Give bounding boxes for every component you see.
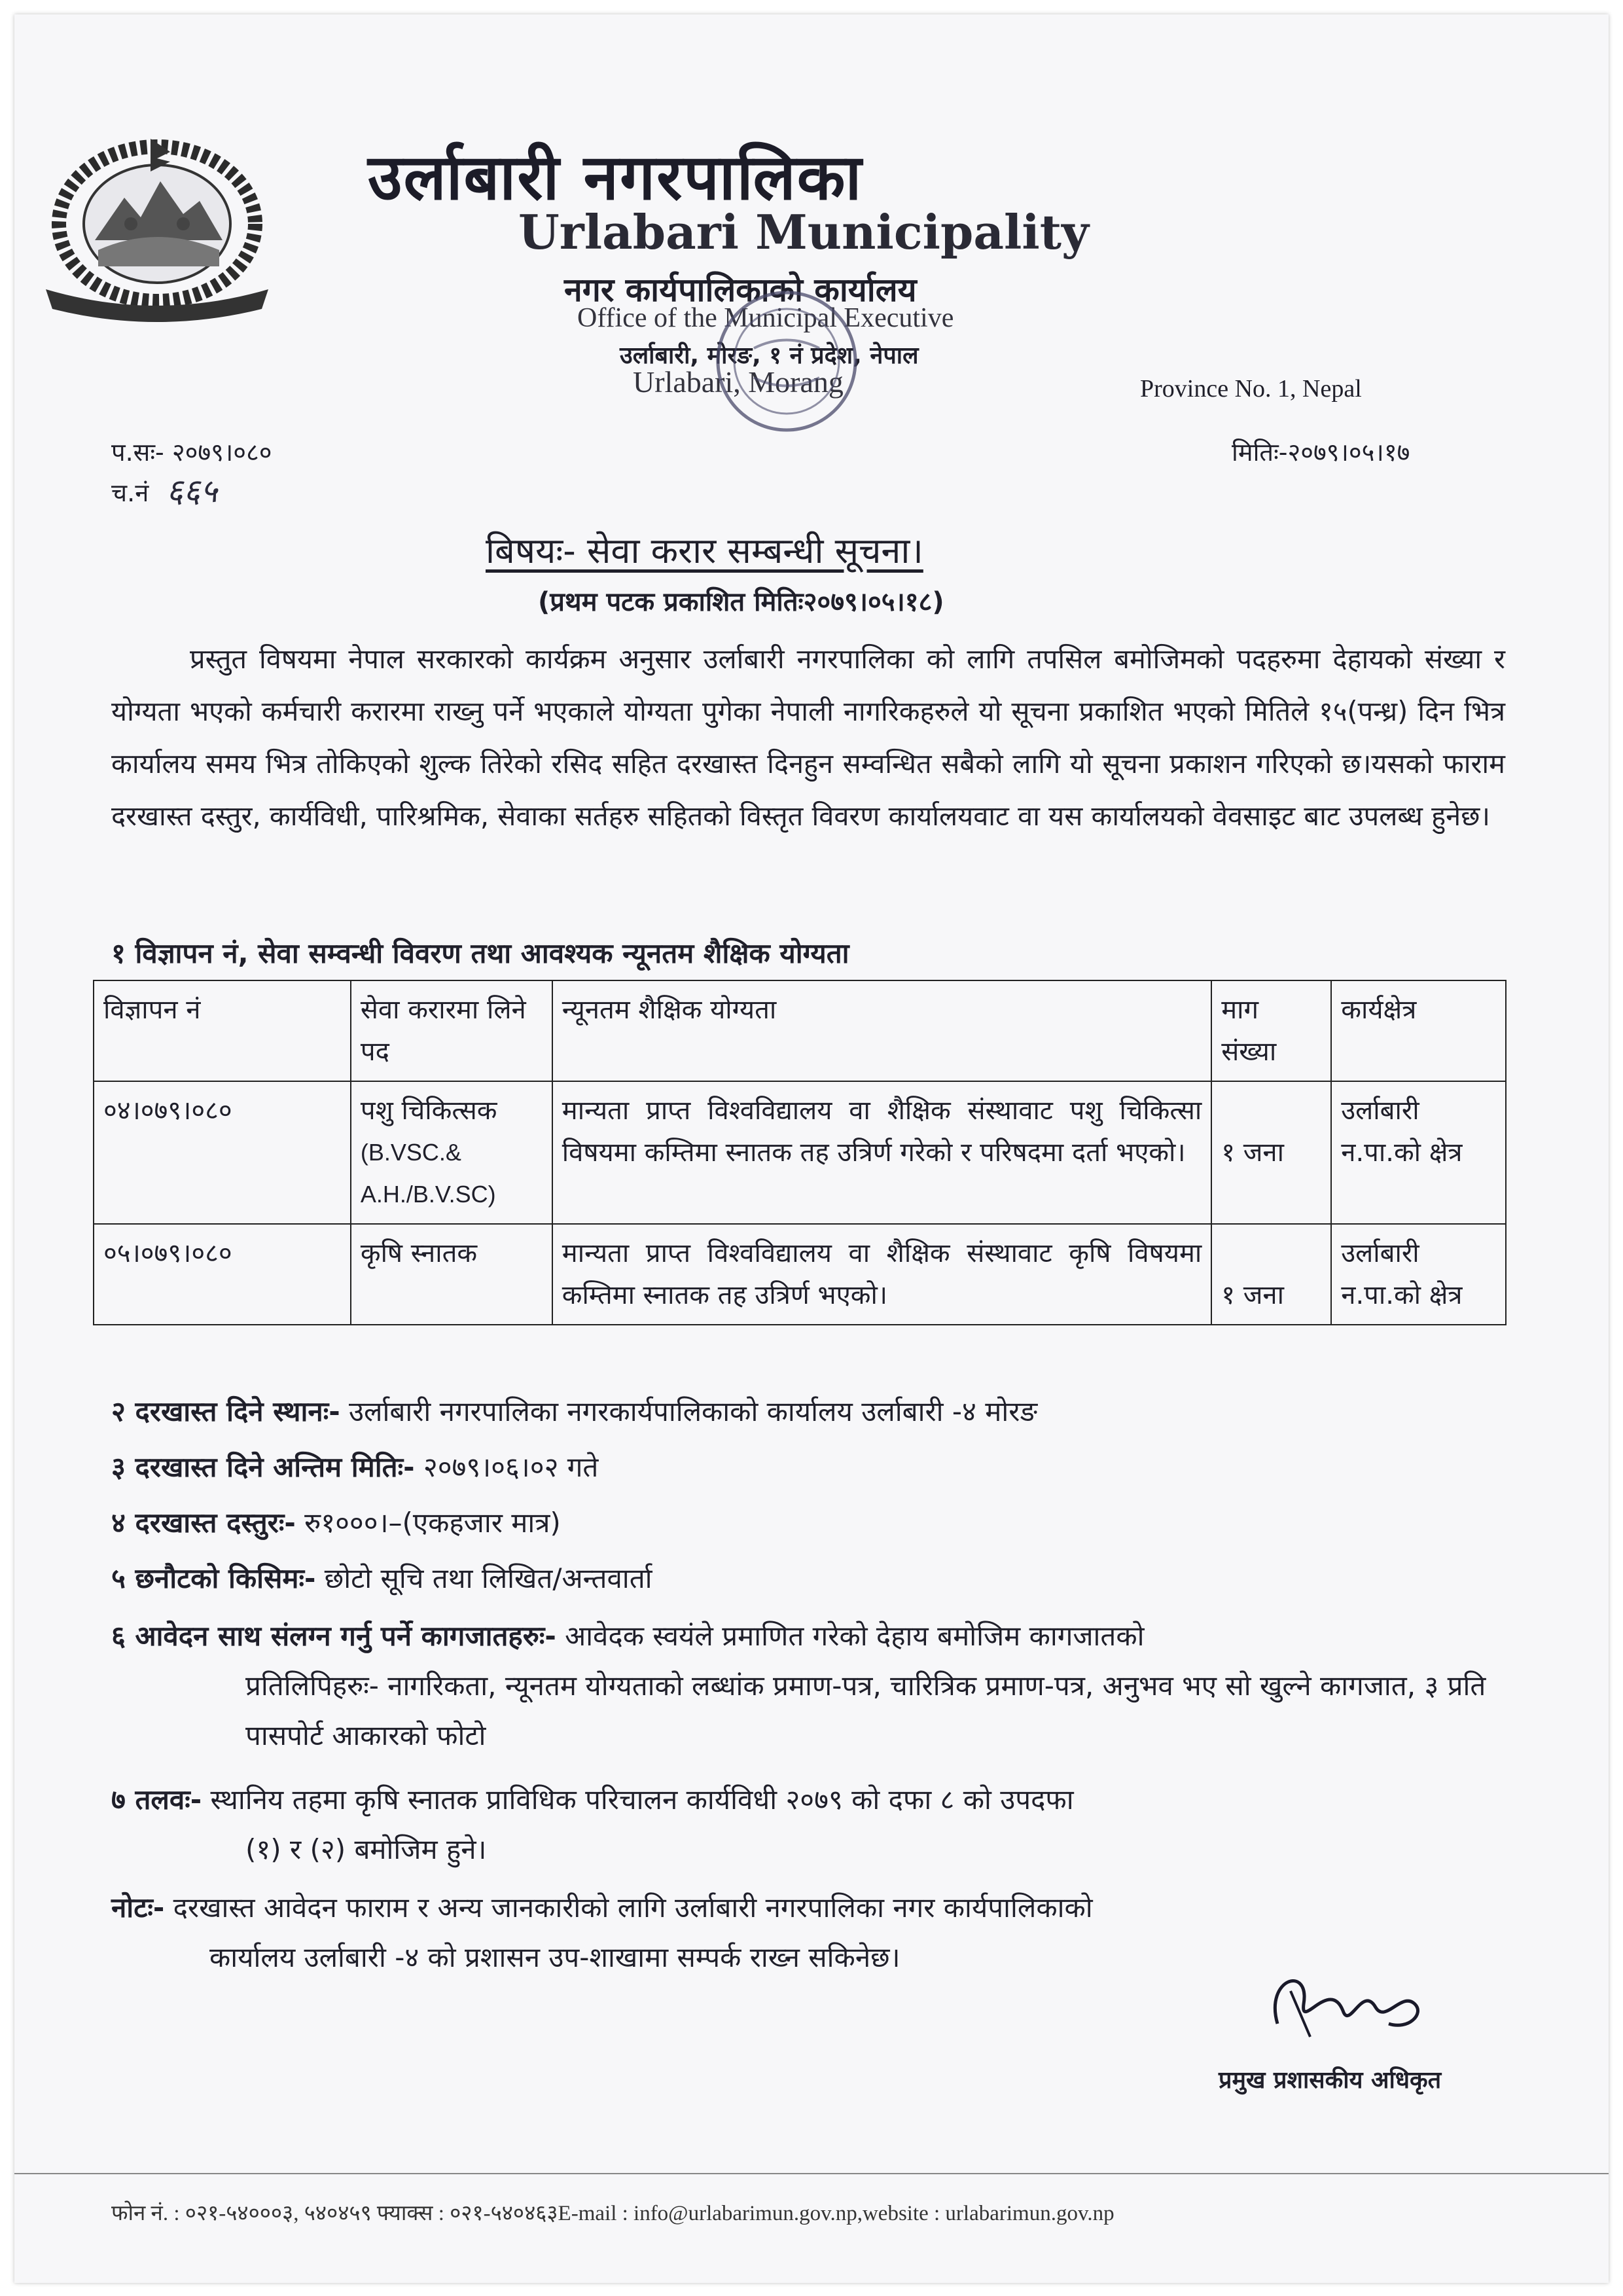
item-first-line [111, 1611, 1505, 1661]
cell-qualification [552, 1224, 1211, 1325]
item-application-place [111, 1392, 1037, 1429]
footer-contact: फोन नं. : ०२१-५४०००३, ५४०४५९ फ्याक्स : ०२१-५४०४६३E-mail : info@urlabarimun.gov.np,website : urlabarimun.gov.np [111, 2202, 1115, 2225]
office-english: Office of the Municipal Executive [577, 303, 954, 333]
reference-ps: प.सः- २०७९।०८० [111, 438, 272, 467]
qualification-text: मान्यता प्राप्त विश्वविद्यालय वा शैक्षिक संस्थावाट कृषि विषयमा कम्तिमा स्नातक तह उत्रिर्ण भएको। [562, 1238, 1202, 1310]
title-english: Urlabari Municipality [518, 204, 1089, 260]
item-text: आवेदक स्वयंले प्रमाणित गरेको देहाय बमोजिम कागजातको [556, 1620, 1145, 1652]
signature-icon [1251, 1952, 1448, 2050]
item-label: ३ दरखास्त दिने अन्तिम मितिः- [111, 1451, 415, 1483]
header-count: माग संख्या [1211, 980, 1331, 1081]
province-label: Province No. 1, Nepal [1140, 375, 1362, 403]
header-ad-no: विज्ञापन नं [94, 980, 351, 1081]
item-selection-type [111, 1559, 652, 1596]
document-page [14, 14, 1609, 2283]
item-documents [111, 1611, 1505, 1761]
item-label: २ दरखास्त दिने स्थानः- [111, 1395, 340, 1427]
signature-title: प्रमुख प्रशासकीय अधिकृत [1219, 2067, 1442, 2094]
vacancy-table [93, 980, 1507, 1325]
item-salary [111, 1775, 1505, 1874]
count-text: १ जना [1221, 1138, 1284, 1168]
post-name: कृषि स्नातक [360, 1238, 478, 1268]
qualification-text: मान्यता प्राप्त विश्वविद्यालय वा शैक्षिक संस्थावाट पशु चिकित्सा विषयमा कम्तिमा स्नातक तह उत्रिर्ण गरेको र परिषदमा दर्ता भएको। [562, 1096, 1202, 1168]
item-label: ४ दरखास्त दस्तुरः- [111, 1507, 296, 1539]
intro-paragraph: प्रस्तुत विषयमा नेपाल सरकारको कार्यक्रम अनुसार उर्लाबारी नगरपालिका को लागि तपसिल बमोजिमको पदहरुमा देहायको संख्या र योग्यता भएको कर्मचारी करारमा राख्नु पर्ने भएकाले योग्यता पुगेका नेपाली नागरिकहरुले यो सूचना प्रकाशित भएको मितिले १५(पन्ध्र) दिन भित्र कार्यालय समय भित्र तोकिएको शुल्क तिरेको रसिद सहित दरखास्त दिनहुन सम्वन्धित सबैको लागि यो सूचना प्रकाशन गरिएको छ।यसको फाराम दरखास्त दस्तुर, कार्यविधी, पारिश्रमिक, सेवाका सर्तहरु सहितको विस्तृत विवरण कार्यालयवाट वा यस कार्यालयको वेवसाइट बाट उपलब्ध हुनेछ। [111, 643, 1506, 832]
handwritten-number: ६६५ [166, 472, 217, 510]
title-nepali: उर्लाबारी नगरपालिका [368, 141, 863, 214]
item-label: ५ छनौटको किसिमः- [111, 1562, 316, 1594]
letter-date: मितिः-२०७९।०५।१७ [1232, 438, 1410, 467]
first-published-date: (प्रथम पटक प्रकाशित मितिः२०७९।०५।१८) [538, 587, 944, 617]
signature-block [1205, 1952, 1520, 2122]
cell-post [351, 1081, 552, 1224]
cell-qualification [552, 1081, 1211, 1224]
item-last-date [111, 1448, 598, 1485]
subject-heading: बिषयः- सेवा करार सम्बन्धी सूचना। [486, 530, 923, 571]
reference-chn: च.नं [111, 478, 149, 507]
office-nepali: नगर कार्यपालिकाको कार्यालय [564, 271, 917, 309]
item-text: २०७९।०६।०२ गते [414, 1451, 599, 1483]
item-fee [111, 1503, 561, 1541]
item-continuation: (१) र (२) बमोजिम हुने। [245, 1833, 487, 1865]
item-label: ६ आवेदन साथ संलग्न गर्नु पर्ने कागजातहरुः- [111, 1620, 556, 1652]
cell-post [351, 1224, 552, 1325]
table-row [94, 1081, 1506, 1224]
office-stamp-icon [708, 270, 865, 479]
cell-ad-no: ०५।०७९।०८० [94, 1224, 351, 1325]
cell-ad-no: ०४।०७९।०८० [94, 1081, 351, 1224]
item-continuation: प्रतिलिपिहरुः- नागरिकता, न्यूनतम योग्यताको लब्धांक प्रमाण-पत्र, चारित्रिक प्रमाण-पत्र, अनुभव भए सो खुल्ने कागजात, ३ प्रति पासपोर्ट आकारको फोटो [245, 1670, 1486, 1751]
item-first-line [111, 1775, 1505, 1825]
address-nepali: उर्लाबारी, मोरङ, १ नं प्रदेश, नेपाल [620, 342, 919, 369]
note-first-line [111, 1883, 1505, 1933]
cell-area: उर्लाबारी न.पा.को क्षेत्र [1331, 1081, 1506, 1224]
header-area: कार्यक्षेत्र [1331, 980, 1506, 1081]
item-text: स्थानिय तहमा कृषि स्नातक प्राविधिक परिचालन कार्यविधी २०७९ को दफा ८ को उपदफा [202, 1784, 1074, 1816]
item-text: छोटो सूचि तथा लिखित/अन्तवार्ता [315, 1562, 652, 1594]
section-1-title: १ विज्ञापन नं, सेवा सम्वन्धी विवरण तथा आवश्यक न्यूनतम शैक्षिक योग्यता [111, 937, 849, 969]
table-header-row [94, 980, 1506, 1081]
post-name: पशु चिकित्सक [360, 1096, 497, 1126]
table-row [94, 1224, 1506, 1325]
nepal-emblem-icon [33, 126, 281, 322]
cell-area: उर्लाबारी न.पा.को क्षेत्र [1331, 1224, 1506, 1325]
note-continuation: कार्यालय उर्लाबारी -४ को प्रशासन उप-शाखामा सम्पर्क राख्न सकिनेछ। [209, 1941, 901, 1973]
cell-count [1211, 1081, 1331, 1224]
cell-count [1211, 1224, 1331, 1325]
item-text: रु१०००।–(एकहजार मात्र) [295, 1507, 561, 1539]
count-text: १ जना [1221, 1280, 1284, 1310]
item-label: ७ तलवः- [111, 1784, 202, 1816]
item-text: उर्लाबारी नगरपालिका नगरकार्यपालिकाको कार्यालय उर्लाबारी -४ मोरङ [340, 1395, 1038, 1427]
address-english: Urlabari, Morang [633, 365, 844, 399]
post-subtitle: (B.VSC.& A.H./B.V.SC) [360, 1139, 496, 1208]
note-text: दरखास्त आवेदन फाराम र अन्य जानकारीको लागि उर्लाबारी नगरपालिका नगर कार्यपालिकाको [164, 1892, 1093, 1924]
header-qualification: न्यूनतम शैक्षिक योग्यता [552, 980, 1211, 1081]
header-post: सेवा करारमा लिने पद [351, 980, 552, 1081]
note-label: नोटः- [111, 1892, 165, 1924]
footer-divider [14, 2173, 1609, 2174]
